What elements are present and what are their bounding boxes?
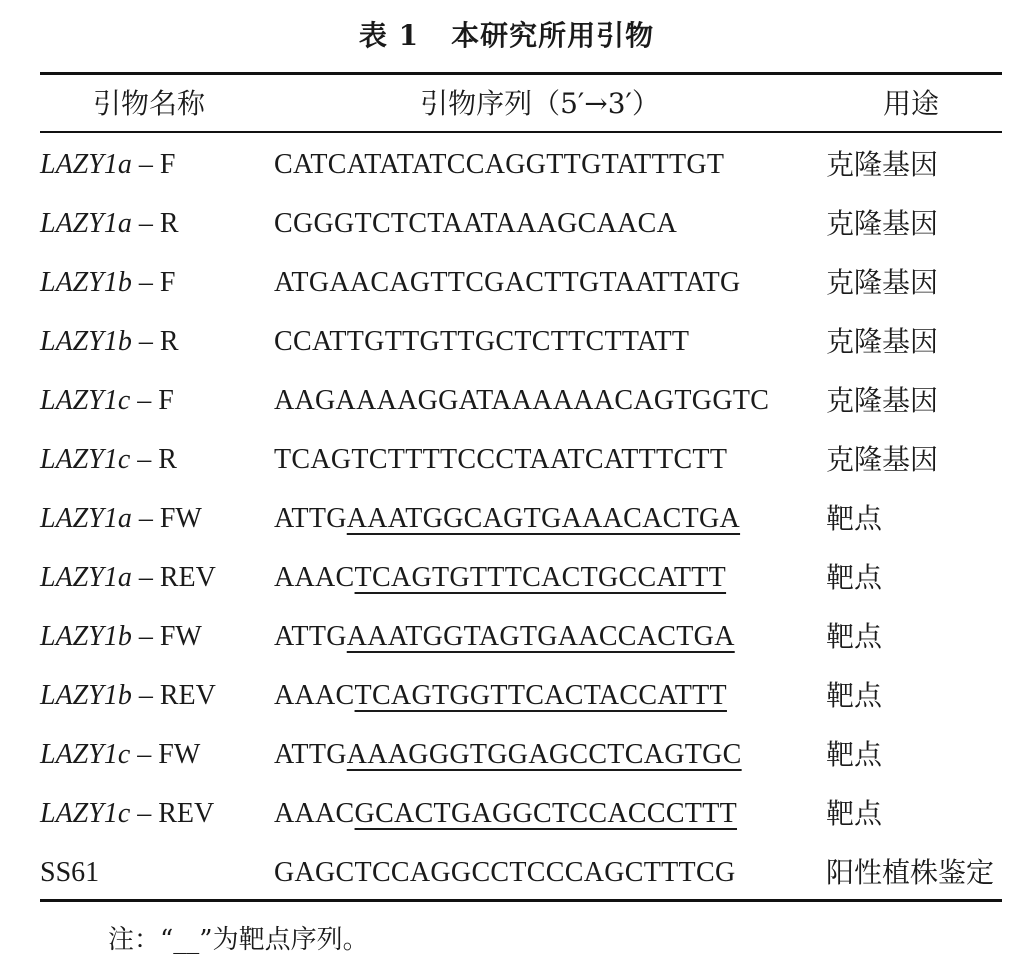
primer-use-cell: 克隆基因 [826,148,939,181]
primer-sequence-cell [274,843,735,902]
table-number: 表 1 [358,19,420,52]
primer-sequence-cell [274,135,724,194]
sequence-prefix: ATTG [274,503,347,534]
primer-use-cell: 克隆基因 [826,266,939,299]
table-row [0,489,1013,548]
primer-name-cell [40,194,179,253]
sequence-prefix: ATTG [274,739,347,770]
table-row [0,135,1013,194]
primer-use-cell: 克隆基因 [826,325,939,358]
primer-suffix: – F [131,149,176,180]
primer-use-cell: 靶点 [826,502,883,535]
bottom-rule [40,899,1002,902]
primer-name-cell [40,371,174,430]
primer-suffix: – R [131,208,179,239]
target-sequence: AAAGGGTGGAGCCTCAGTGC [346,739,742,770]
table-row [0,784,1013,843]
table-row [0,607,1013,666]
gene-name: LAZY1c [40,739,131,770]
primer-use-cell: 克隆基因 [826,207,939,240]
primer-suffix: – FW [130,739,201,770]
primer-use-cell: 克隆基因 [826,384,939,417]
primer-sequence-cell [274,489,740,548]
sequence-prefix: AAAC [274,680,355,711]
primer-use-cell: 靶点 [826,620,883,653]
table-row [0,194,1013,253]
primer-name-cell [40,430,177,489]
sequence-prefix: ATTG [274,621,347,652]
sequence-prefix: CCATTGTTGTTGCTCTTCTTATT [274,326,690,357]
primer-use-cell: 靶点 [826,738,883,771]
primer-sequence-cell [274,607,735,666]
gene-name: LAZY1c [40,798,131,829]
target-sequence: AAATGGCAGTGAAACACTGA [346,503,741,534]
primer-suffix: – REV [131,562,216,593]
primer-sequence-cell [274,725,742,784]
gene-name: LAZY1a [40,503,132,534]
primer-name-cell [40,253,175,312]
table-row [0,430,1013,489]
primer-sequence-cell [274,312,689,371]
gene-name: LAZY1a [40,149,132,180]
primer-sequence-cell [274,253,741,312]
header-rule [40,131,1002,133]
table-row [0,253,1013,312]
primer-sequence-cell [274,784,737,843]
primer-use-cell: 阳性植株鉴定 [826,856,995,889]
table-body [0,135,1013,902]
primer-use-cell: 靶点 [826,561,883,594]
gene-name: LAZY1a [40,562,132,593]
primer-sequence-cell [274,430,727,489]
table-row [0,725,1013,784]
primer-suffix: – F [130,385,174,416]
primer-name-cell [40,548,216,607]
primer-name-cell [40,666,216,725]
gene-name: LAZY1b [40,267,132,298]
sequence-prefix: TCAGTCTTTTCCCTAATCATTTCTT [274,444,728,475]
primer-sequence-cell [274,194,677,253]
primer-suffix: – F [131,267,176,298]
sequence-prefix: AAAC [274,562,355,593]
sequence-prefix: GAGCTCCAGGCCTCCCAGCTTTCG [274,857,736,888]
table-row [0,843,1013,902]
primer-name-cell [40,489,202,548]
table-row [0,666,1013,725]
gene-name: LAZY1b [40,326,132,357]
primer-sequence-cell [274,548,726,607]
table-note: 注：“__”为靶点序列。 [108,925,369,955]
primer-suffix: SS61 [40,857,100,888]
gene-name: LAZY1c [40,385,131,416]
top-rule [40,72,1002,75]
primer-name-cell [40,312,179,371]
sequence-prefix: CGGGTCTCTAATAAAGCAACA [274,208,678,239]
sequence-prefix: CATCATATATCCAGGTTGTATTTGT [274,149,725,180]
target-sequence: TCAGTGGTTCACTACCATTT [354,680,727,711]
gene-name: LAZY1b [40,621,132,652]
primer-suffix: – R [131,326,179,357]
table-row [0,371,1013,430]
gene-name: LAZY1b [40,680,132,711]
primer-suffix: – REV [131,680,216,711]
primer-suffix: – FW [131,621,202,652]
header-use: 用途 [882,87,939,120]
table-title [0,14,1013,54]
target-sequence: TCAGTGTTTCACTGCCATTT [354,562,727,593]
header-primer-name: 引物名称 [92,87,205,120]
target-sequence: GCACTGAGGCTCCACCCTTT [354,798,738,829]
primer-sequence-cell [274,666,727,725]
primer-use-cell: 靶点 [826,679,883,712]
primer-name-cell [40,843,99,902]
sequence-prefix: AAGAAAAGGATAAAAAACAGTGGTC [274,385,770,416]
primer-sequence-cell [274,371,769,430]
table-caption: 本研究所用引物 [451,19,655,52]
target-sequence: AAATGGTAGTGAACCACTGA [346,621,735,652]
sequence-prefix: AAAC [274,798,355,829]
primer-suffix: – FW [131,503,202,534]
primer-suffix: – REV [130,798,215,829]
primer-name-cell [40,135,175,194]
table-row [0,312,1013,371]
sequence-prefix: ATGAACAGTTCGACTTGTAATTATG [274,267,741,298]
primer-name-cell [40,607,202,666]
primer-use-cell: 靶点 [826,797,883,830]
primer-name-cell [40,784,214,843]
table-row [0,548,1013,607]
primer-name-cell [40,725,200,784]
gene-name: LAZY1c [40,444,131,475]
primer-use-cell: 克隆基因 [826,443,939,476]
gene-name: LAZY1a [40,208,132,239]
header-primer-sequence: 引物序列（5′→3′） [420,87,660,120]
primer-suffix: – R [130,444,177,475]
